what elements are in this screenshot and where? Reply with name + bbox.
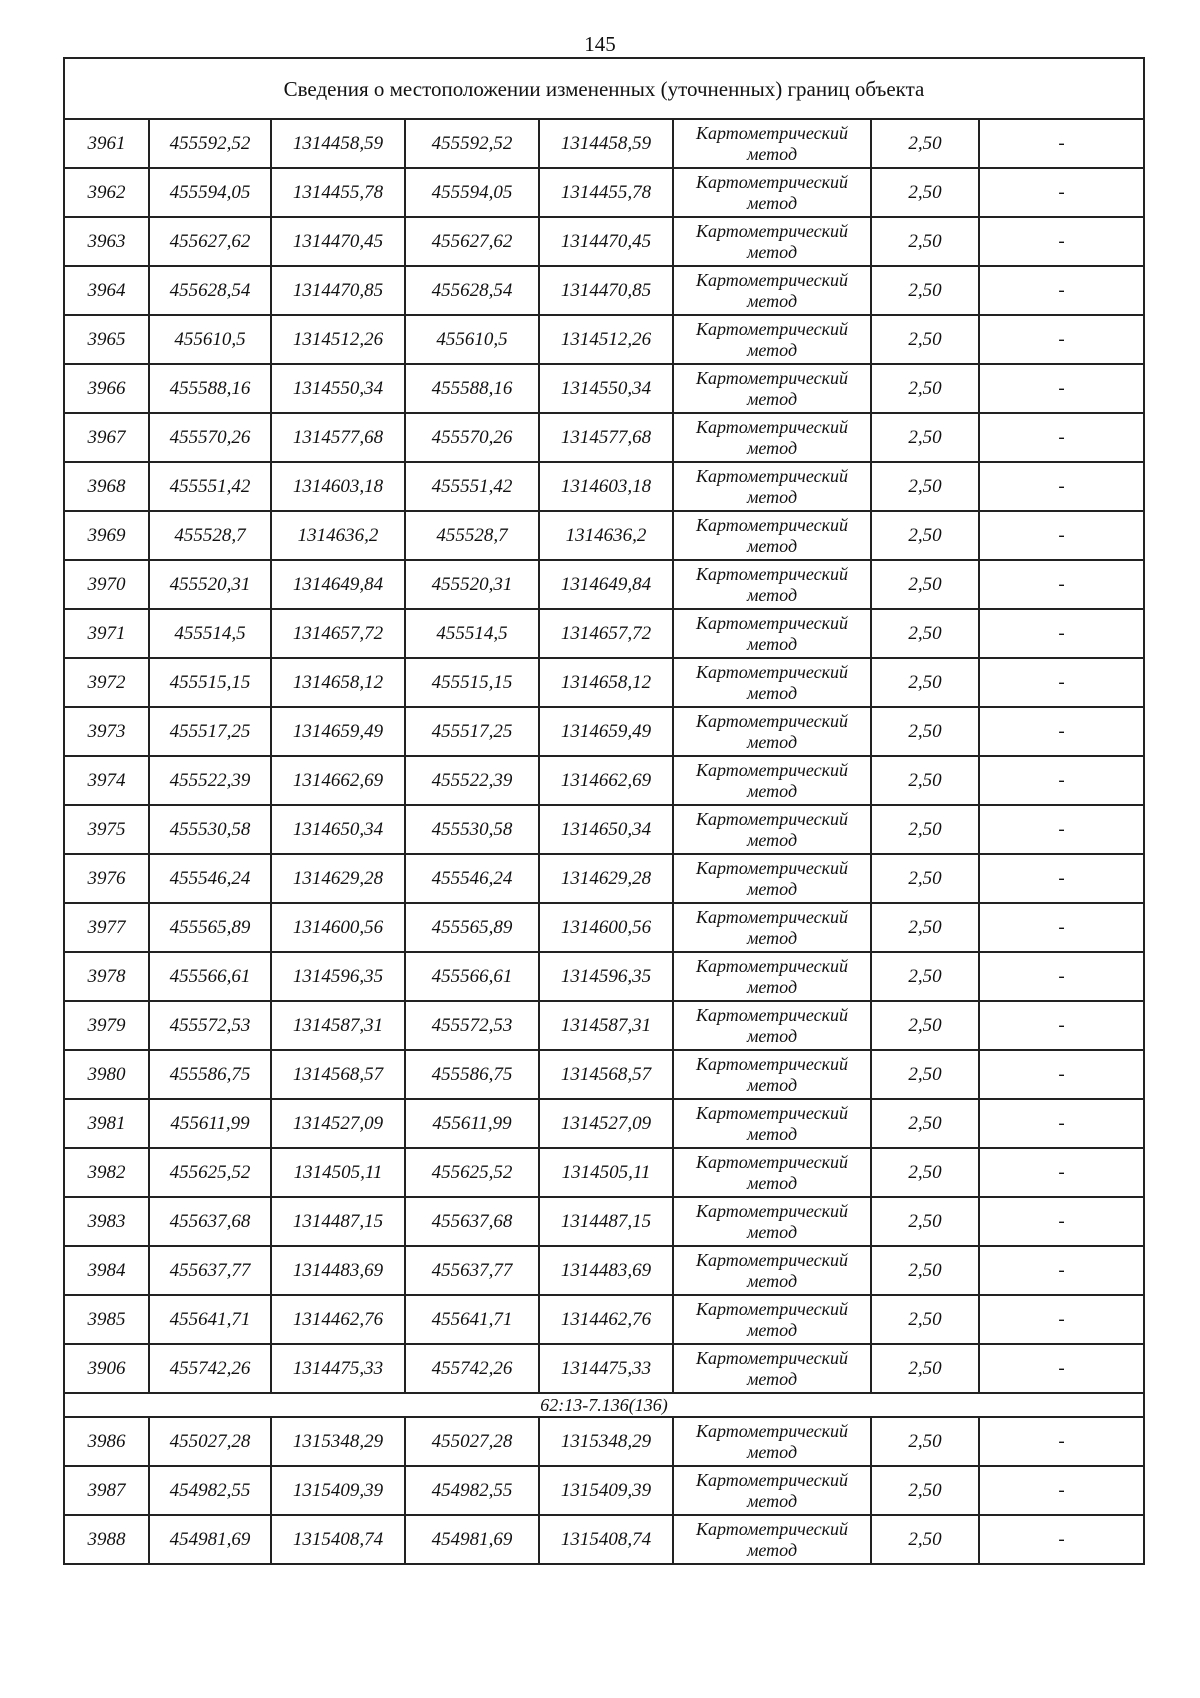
- cell-method: Картометрический метод: [673, 560, 871, 609]
- cell-note: -: [979, 413, 1144, 462]
- table-row: [64, 756, 1144, 805]
- cell-method: Картометрический метод: [673, 364, 871, 413]
- cell-x-existing: 455572,53: [149, 1001, 271, 1050]
- cell-point-number: 3987: [64, 1466, 149, 1515]
- cell-y-new: 1314470,45: [539, 217, 673, 266]
- cell-x-existing: 455625,52: [149, 1148, 271, 1197]
- cell-note: -: [979, 1001, 1144, 1050]
- cell-x-existing: 455628,54: [149, 266, 271, 315]
- cell-precision: 2,50: [871, 1099, 979, 1148]
- cell-y-existing: 1314458,59: [271, 119, 405, 168]
- table-row: [64, 952, 1144, 1001]
- cell-y-existing: 1314596,35: [271, 952, 405, 1001]
- cell-point-number: 3964: [64, 266, 149, 315]
- cell-y-existing: 1314512,26: [271, 315, 405, 364]
- cell-precision: 2,50: [871, 952, 979, 1001]
- cell-x-existing: 455637,77: [149, 1246, 271, 1295]
- cell-note: -: [979, 707, 1144, 756]
- cell-precision: 2,50: [871, 707, 979, 756]
- cell-y-new: 1314483,69: [539, 1246, 673, 1295]
- cell-precision: 2,50: [871, 854, 979, 903]
- cell-y-existing: 1314629,28: [271, 854, 405, 903]
- cell-note: -: [979, 1515, 1144, 1564]
- cell-y-existing: 1314662,69: [271, 756, 405, 805]
- cell-method: Картометрический метод: [673, 805, 871, 854]
- cell-x-existing: 455566,61: [149, 952, 271, 1001]
- cell-method: Картометрический метод: [673, 462, 871, 511]
- cell-precision: 2,50: [871, 217, 979, 266]
- cell-note: -: [979, 266, 1144, 315]
- table-row: [64, 119, 1144, 168]
- cell-method: Картометрический метод: [673, 168, 871, 217]
- cell-y-new: 1314577,68: [539, 413, 673, 462]
- cell-point-number: 3976: [64, 854, 149, 903]
- cell-y-new: 1314662,69: [539, 756, 673, 805]
- cell-precision: 2,50: [871, 1515, 979, 1564]
- cell-x-existing: 455551,42: [149, 462, 271, 511]
- table-row: [64, 462, 1144, 511]
- cell-y-existing: 1314600,56: [271, 903, 405, 952]
- cell-note: -: [979, 168, 1144, 217]
- cell-precision: 2,50: [871, 266, 979, 315]
- cell-method: Картометрический метод: [673, 952, 871, 1001]
- cell-point-number: 3962: [64, 168, 149, 217]
- cell-y-existing: 1315348,29: [271, 1417, 405, 1466]
- cell-point-number: 3965: [64, 315, 149, 364]
- cell-point-number: 3973: [64, 707, 149, 756]
- cell-x-existing: 455546,24: [149, 854, 271, 903]
- cell-x-new: 455551,42: [405, 462, 539, 511]
- table-row: [64, 805, 1144, 854]
- table-row: [64, 707, 1144, 756]
- cell-x-new: 455027,28: [405, 1417, 539, 1466]
- cell-point-number: 3986: [64, 1417, 149, 1466]
- cell-y-new: 1314587,31: [539, 1001, 673, 1050]
- table-row: [64, 1466, 1144, 1515]
- cell-y-new: 1314603,18: [539, 462, 673, 511]
- table-row: [64, 1050, 1144, 1099]
- cell-y-new: 1314629,28: [539, 854, 673, 903]
- cell-x-existing: 455530,58: [149, 805, 271, 854]
- cell-y-existing: 1315409,39: [271, 1466, 405, 1515]
- cell-note: -: [979, 560, 1144, 609]
- cell-y-existing: 1314577,68: [271, 413, 405, 462]
- cell-precision: 2,50: [871, 805, 979, 854]
- cell-point-number: 3977: [64, 903, 149, 952]
- cell-method: Картометрический метод: [673, 1344, 871, 1393]
- cell-y-new: 1314649,84: [539, 560, 673, 609]
- cell-method: Картометрический метод: [673, 1417, 871, 1466]
- cell-point-number: 3975: [64, 805, 149, 854]
- cell-point-number: 3969: [64, 511, 149, 560]
- cell-point-number: 3970: [64, 560, 149, 609]
- cell-point-number: 3906: [64, 1344, 149, 1393]
- section-row: [64, 1393, 1144, 1417]
- cell-y-existing: 1314462,76: [271, 1295, 405, 1344]
- cell-x-new: 455611,99: [405, 1099, 539, 1148]
- cell-y-new: 1314636,2: [539, 511, 673, 560]
- cell-x-new: 455637,68: [405, 1197, 539, 1246]
- cell-y-existing: 1314483,69: [271, 1246, 405, 1295]
- cell-y-existing: 1314470,85: [271, 266, 405, 315]
- cell-x-new: 455637,77: [405, 1246, 539, 1295]
- cell-precision: 2,50: [871, 1001, 979, 1050]
- cell-point-number: 3971: [64, 609, 149, 658]
- cell-y-new: 1314527,09: [539, 1099, 673, 1148]
- cell-y-existing: 1314603,18: [271, 462, 405, 511]
- cell-method: Картометрический метод: [673, 1197, 871, 1246]
- cell-point-number: 3967: [64, 413, 149, 462]
- cell-note: -: [979, 658, 1144, 707]
- table-row: [64, 560, 1144, 609]
- cell-note: -: [979, 1466, 1144, 1515]
- cell-note: -: [979, 1050, 1144, 1099]
- cell-x-new: 455594,05: [405, 168, 539, 217]
- cell-x-new: 455565,89: [405, 903, 539, 952]
- cell-y-new: 1314470,85: [539, 266, 673, 315]
- cell-method: Картометрический метод: [673, 609, 871, 658]
- cell-precision: 2,50: [871, 413, 979, 462]
- cell-point-number: 3978: [64, 952, 149, 1001]
- cell-x-existing: 455565,89: [149, 903, 271, 952]
- cell-note: -: [979, 1295, 1144, 1344]
- cell-method: Картометрический метод: [673, 1099, 871, 1148]
- cell-x-existing: 455592,52: [149, 119, 271, 168]
- cell-x-new: 455742,26: [405, 1344, 539, 1393]
- table-row: [64, 217, 1144, 266]
- cell-point-number: 3985: [64, 1295, 149, 1344]
- cell-point-number: 3963: [64, 217, 149, 266]
- cell-precision: 2,50: [871, 364, 979, 413]
- table-row: [64, 1197, 1144, 1246]
- cell-note: -: [979, 756, 1144, 805]
- cell-x-new: 455592,52: [405, 119, 539, 168]
- cell-point-number: 3984: [64, 1246, 149, 1295]
- cell-precision: 2,50: [871, 1295, 979, 1344]
- cell-precision: 2,50: [871, 511, 979, 560]
- cell-precision: 2,50: [871, 1246, 979, 1295]
- cell-method: Картометрический метод: [673, 903, 871, 952]
- cell-precision: 2,50: [871, 462, 979, 511]
- table-row: [64, 903, 1144, 952]
- cell-y-new: 1314657,72: [539, 609, 673, 658]
- cell-method: Картометрический метод: [673, 413, 871, 462]
- cell-x-existing: 455514,5: [149, 609, 271, 658]
- cell-y-new: 1314568,57: [539, 1050, 673, 1099]
- cell-y-existing: 1314649,84: [271, 560, 405, 609]
- cell-precision: 2,50: [871, 168, 979, 217]
- cell-note: -: [979, 952, 1144, 1001]
- cell-method: Картометрический метод: [673, 315, 871, 364]
- cell-x-existing: 455586,75: [149, 1050, 271, 1099]
- cell-precision: 2,50: [871, 1197, 979, 1246]
- cell-x-existing: 455528,7: [149, 511, 271, 560]
- table-row: [64, 1344, 1144, 1393]
- cell-y-new: 1314458,59: [539, 119, 673, 168]
- table-title: Сведения о местоположении измененных (уточненных) границ объекта: [64, 58, 1144, 119]
- cell-precision: 2,50: [871, 1050, 979, 1099]
- cell-method: Картометрический метод: [673, 1001, 871, 1050]
- cell-note: -: [979, 1099, 1144, 1148]
- cell-x-new: 454982,55: [405, 1466, 539, 1515]
- cell-x-new: 455517,25: [405, 707, 539, 756]
- cell-method: Картометрический метод: [673, 266, 871, 315]
- cell-method: Картометрический метод: [673, 119, 871, 168]
- cell-y-new: 1314455,78: [539, 168, 673, 217]
- cell-point-number: 3988: [64, 1515, 149, 1564]
- cell-note: -: [979, 805, 1144, 854]
- cell-x-existing: 455570,26: [149, 413, 271, 462]
- cell-x-existing: 455517,25: [149, 707, 271, 756]
- section-label: 62:13-7.136(136): [64, 1393, 1144, 1417]
- cell-note: -: [979, 1197, 1144, 1246]
- cell-precision: 2,50: [871, 1417, 979, 1466]
- cell-x-existing: 455627,62: [149, 217, 271, 266]
- cell-x-new: 455572,53: [405, 1001, 539, 1050]
- table-row: [64, 511, 1144, 560]
- cell-precision: 2,50: [871, 903, 979, 952]
- cell-y-existing: 1314659,49: [271, 707, 405, 756]
- cell-point-number: 3979: [64, 1001, 149, 1050]
- cell-x-existing: 454982,55: [149, 1466, 271, 1515]
- boundary-coordinates-table: [63, 57, 1145, 1565]
- cell-note: -: [979, 1148, 1144, 1197]
- cell-x-new: 455528,7: [405, 511, 539, 560]
- cell-note: -: [979, 903, 1144, 952]
- cell-x-new: 455586,75: [405, 1050, 539, 1099]
- cell-note: -: [979, 1344, 1144, 1393]
- cell-x-existing: 455515,15: [149, 658, 271, 707]
- cell-method: Картометрический метод: [673, 1246, 871, 1295]
- cell-point-number: 3968: [64, 462, 149, 511]
- table-row: [64, 1246, 1144, 1295]
- cell-note: -: [979, 511, 1144, 560]
- cell-point-number: 3974: [64, 756, 149, 805]
- cell-x-new: 455610,5: [405, 315, 539, 364]
- cell-x-existing: 455027,28: [149, 1417, 271, 1466]
- cell-note: -: [979, 1246, 1144, 1295]
- cell-method: Картометрический метод: [673, 1466, 871, 1515]
- cell-method: Картометрический метод: [673, 511, 871, 560]
- cell-x-new: 455625,52: [405, 1148, 539, 1197]
- cell-y-existing: 1314475,33: [271, 1344, 405, 1393]
- cell-y-new: 1314462,76: [539, 1295, 673, 1344]
- cell-y-existing: 1314527,09: [271, 1099, 405, 1148]
- table-row: [64, 1417, 1144, 1466]
- cell-y-existing: 1314568,57: [271, 1050, 405, 1099]
- cell-method: Картометрический метод: [673, 658, 871, 707]
- cell-y-new: 1315408,74: [539, 1515, 673, 1564]
- cell-y-existing: 1314650,34: [271, 805, 405, 854]
- cell-x-new: 455588,16: [405, 364, 539, 413]
- cell-y-new: 1314600,56: [539, 903, 673, 952]
- cell-y-new: 1314650,34: [539, 805, 673, 854]
- cell-note: -: [979, 1417, 1144, 1466]
- cell-precision: 2,50: [871, 1344, 979, 1393]
- cell-method: Картометрический метод: [673, 1515, 871, 1564]
- cell-x-existing: 455641,71: [149, 1295, 271, 1344]
- cell-x-new: 455627,62: [405, 217, 539, 266]
- cell-x-existing: 454981,69: [149, 1515, 271, 1564]
- cell-y-new: 1314658,12: [539, 658, 673, 707]
- cell-x-existing: 455520,31: [149, 560, 271, 609]
- cell-note: -: [979, 119, 1144, 168]
- cell-x-new: 454981,69: [405, 1515, 539, 1564]
- cell-x-new: 455628,54: [405, 266, 539, 315]
- cell-point-number: 3966: [64, 364, 149, 413]
- table-row: [64, 1099, 1144, 1148]
- cell-precision: 2,50: [871, 119, 979, 168]
- cell-x-existing: 455522,39: [149, 756, 271, 805]
- cell-precision: 2,50: [871, 1148, 979, 1197]
- table-row: [64, 364, 1144, 413]
- table-row: [64, 658, 1144, 707]
- cell-y-new: 1314659,49: [539, 707, 673, 756]
- table-row: [64, 1515, 1144, 1564]
- cell-method: Картометрический метод: [673, 707, 871, 756]
- cell-y-existing: 1314657,72: [271, 609, 405, 658]
- cell-x-existing: 455742,26: [149, 1344, 271, 1393]
- cell-method: Картометрический метод: [673, 1148, 871, 1197]
- cell-x-new: 455641,71: [405, 1295, 539, 1344]
- cell-y-existing: 1314487,15: [271, 1197, 405, 1246]
- cell-note: -: [979, 364, 1144, 413]
- cell-x-new: 455514,5: [405, 609, 539, 658]
- cell-y-existing: 1314505,11: [271, 1148, 405, 1197]
- cell-method: Картометрический метод: [673, 217, 871, 266]
- cell-precision: 2,50: [871, 560, 979, 609]
- cell-note: -: [979, 315, 1144, 364]
- cell-y-new: 1314512,26: [539, 315, 673, 364]
- cell-y-existing: 1314658,12: [271, 658, 405, 707]
- table-row: [64, 1148, 1144, 1197]
- page-number: 145: [584, 32, 616, 56]
- cell-y-new: 1315348,29: [539, 1417, 673, 1466]
- cell-x-new: 455522,39: [405, 756, 539, 805]
- cell-x-new: 455546,24: [405, 854, 539, 903]
- cell-x-new: 455566,61: [405, 952, 539, 1001]
- cell-point-number: 3972: [64, 658, 149, 707]
- cell-point-number: 3980: [64, 1050, 149, 1099]
- cell-x-existing: 455611,99: [149, 1099, 271, 1148]
- cell-method: Картометрический метод: [673, 854, 871, 903]
- cell-note: -: [979, 609, 1144, 658]
- table-header-row: [64, 58, 1144, 119]
- table-row: [64, 168, 1144, 217]
- cell-x-new: 455520,31: [405, 560, 539, 609]
- cell-y-new: 1314505,11: [539, 1148, 673, 1197]
- table-row: [64, 413, 1144, 462]
- cell-note: -: [979, 462, 1144, 511]
- cell-x-new: 455515,15: [405, 658, 539, 707]
- cell-precision: 2,50: [871, 1466, 979, 1515]
- cell-method: Картометрический метод: [673, 1295, 871, 1344]
- cell-method: Картометрический метод: [673, 1050, 871, 1099]
- cell-x-existing: 455588,16: [149, 364, 271, 413]
- cell-y-new: 1314596,35: [539, 952, 673, 1001]
- cell-precision: 2,50: [871, 756, 979, 805]
- cell-point-number: 3983: [64, 1197, 149, 1246]
- table-row: [64, 609, 1144, 658]
- cell-x-new: 455570,26: [405, 413, 539, 462]
- cell-y-existing: 1314587,31: [271, 1001, 405, 1050]
- cell-point-number: 3982: [64, 1148, 149, 1197]
- cell-note: -: [979, 217, 1144, 266]
- cell-y-existing: 1314470,45: [271, 217, 405, 266]
- cell-x-existing: 455637,68: [149, 1197, 271, 1246]
- cell-y-existing: 1314455,78: [271, 168, 405, 217]
- cell-note: -: [979, 854, 1144, 903]
- cell-y-existing: 1315408,74: [271, 1515, 405, 1564]
- table-row: [64, 315, 1144, 364]
- cell-y-new: 1314475,33: [539, 1344, 673, 1393]
- cell-y-new: 1314550,34: [539, 364, 673, 413]
- cell-precision: 2,50: [871, 315, 979, 364]
- cell-precision: 2,50: [871, 658, 979, 707]
- cell-y-existing: 1314636,2: [271, 511, 405, 560]
- cell-x-new: 455530,58: [405, 805, 539, 854]
- cell-method: Картометрический метод: [673, 756, 871, 805]
- cell-y-new: 1315409,39: [539, 1466, 673, 1515]
- table-row: [64, 266, 1144, 315]
- table-row: [64, 854, 1144, 903]
- cell-point-number: 3981: [64, 1099, 149, 1148]
- cell-y-existing: 1314550,34: [271, 364, 405, 413]
- cell-point-number: 3961: [64, 119, 149, 168]
- cell-x-existing: 455594,05: [149, 168, 271, 217]
- cell-y-new: 1314487,15: [539, 1197, 673, 1246]
- cell-x-existing: 455610,5: [149, 315, 271, 364]
- cell-precision: 2,50: [871, 609, 979, 658]
- table-row: [64, 1001, 1144, 1050]
- table-row: [64, 1295, 1144, 1344]
